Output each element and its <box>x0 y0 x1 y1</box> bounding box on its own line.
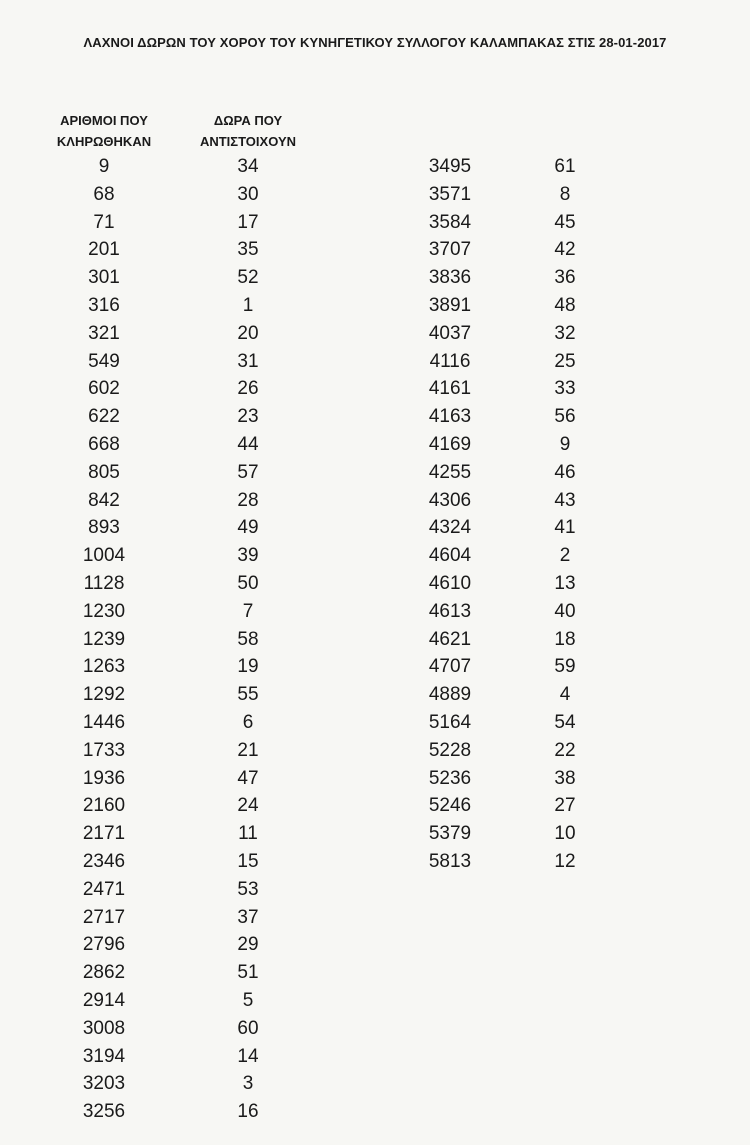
header-numbers <box>44 110 164 152</box>
gift-number: 5 <box>242 989 254 1011</box>
gift-number: 12 <box>554 850 576 872</box>
drawn-number: 5228 <box>428 739 472 761</box>
gift-number: 60 <box>237 1017 259 1039</box>
gift-number: 38 <box>554 767 576 789</box>
header-gifts <box>188 110 308 152</box>
gift-number: 48 <box>554 294 576 316</box>
drawn-number: 622 <box>88 406 120 428</box>
gift-number: 27 <box>554 795 576 817</box>
gift-number: 18 <box>554 628 576 650</box>
drawn-number: 4161 <box>428 378 472 400</box>
gift-number: 42 <box>554 239 576 261</box>
drawn-number: 1263 <box>82 656 126 678</box>
drawn-number: 842 <box>88 489 120 511</box>
gift-number: 23 <box>237 406 259 428</box>
gift-number: 44 <box>237 433 259 455</box>
drawn-number: 5236 <box>428 767 472 789</box>
drawn-number: 3008 <box>82 1017 126 1039</box>
gift-number: 20 <box>237 322 259 344</box>
drawn-number: 4037 <box>428 322 472 344</box>
drawn-number: 3707 <box>428 239 472 261</box>
gift-number: 7 <box>242 600 254 622</box>
drawn-number: 1239 <box>82 628 126 650</box>
gift-number: 57 <box>237 461 259 483</box>
gift-number: 39 <box>237 545 259 567</box>
drawn-number: 1292 <box>82 684 126 706</box>
gift-number: 21 <box>237 739 259 761</box>
drawn-number: 4116 <box>429 350 471 372</box>
drawn-number: 3194 <box>82 1045 126 1067</box>
gift-number: 22 <box>554 739 576 761</box>
drawn-number: 4610 <box>428 572 472 594</box>
header-numbers-line-2: ΚΛΗΡΩΘΗΚΑΝ <box>56 134 152 149</box>
gift-number: 55 <box>237 684 259 706</box>
gift-number: 50 <box>237 572 259 594</box>
gift-number: 49 <box>237 517 259 539</box>
drawn-number: 4169 <box>428 433 472 455</box>
gift-number: 16 <box>237 1101 259 1123</box>
gift-number: 25 <box>554 350 576 372</box>
gift-number: 51 <box>237 962 259 984</box>
gift-number: 28 <box>237 489 259 511</box>
drawn-number: 2914 <box>82 989 126 1011</box>
drawn-number: 4613 <box>428 600 472 622</box>
drawn-number: 893 <box>88 517 120 539</box>
gift-number: 15 <box>237 850 259 872</box>
drawn-number: 2471 <box>82 878 126 900</box>
drawn-number: 4707 <box>428 656 472 678</box>
drawn-number: 668 <box>88 433 120 455</box>
gift-number: 6 <box>242 711 254 733</box>
drawn-number: 321 <box>88 322 120 344</box>
drawn-number: 68 <box>93 183 115 205</box>
drawn-number: 805 <box>88 461 120 483</box>
drawn-number: 3836 <box>428 267 472 289</box>
left-gifts-column <box>188 153 308 1126</box>
gift-number: 33 <box>554 378 576 400</box>
gift-number: 41 <box>554 517 576 539</box>
header-gifts-line-2: ΑΝΤΙΣΤΟΙΧΟΥΝ <box>199 134 297 149</box>
header-numbers-line-1: ΑΡΙΘΜΟΙ ΠΟΥ <box>60 113 148 128</box>
drawn-number: 1446 <box>82 711 126 733</box>
drawn-number: 4255 <box>428 461 472 483</box>
gift-number: 2 <box>559 545 571 567</box>
gift-number: 32 <box>554 322 576 344</box>
gift-number: 30 <box>237 183 259 205</box>
drawn-number: 3584 <box>428 211 472 233</box>
gift-number: 54 <box>554 711 576 733</box>
gift-number: 52 <box>237 267 259 289</box>
drawn-number: 2796 <box>82 934 126 956</box>
gift-number: 40 <box>554 600 576 622</box>
drawn-number: 1230 <box>82 600 126 622</box>
drawn-number: 4621 <box>428 628 472 650</box>
gift-number: 26 <box>237 378 259 400</box>
drawn-number: 316 <box>88 294 120 316</box>
drawn-number: 2862 <box>82 962 126 984</box>
gift-number: 56 <box>554 406 576 428</box>
gift-number: 3 <box>242 1073 254 1095</box>
gift-number: 36 <box>554 267 576 289</box>
gift-number: 59 <box>554 656 576 678</box>
drawn-number: 201 <box>88 239 120 261</box>
gift-number: 13 <box>554 572 576 594</box>
gift-number: 1 <box>242 294 254 316</box>
drawn-number: 5164 <box>428 711 472 733</box>
drawn-number: 2717 <box>82 906 126 928</box>
drawn-number: 301 <box>88 267 120 289</box>
gift-number: 58 <box>237 628 259 650</box>
drawn-number: 9 <box>98 156 110 177</box>
gift-number: 24 <box>237 795 259 817</box>
drawn-number: 4163 <box>428 406 472 428</box>
page-title: ΛΑΧΝΟΙ ΔΩΡΩΝ ΤΟΥ ΧΟΡΟΥ ΤΟΥ ΚΥΝΗΓΕΤΙΚΟΥ ΣΥΛΛΟΓΟΥ ΚΑΛΑΜΠΑΚΑΣ ΣΤΙΣ 28-01-2017 <box>83 35 667 50</box>
gift-number: 37 <box>237 906 259 928</box>
gift-number: 29 <box>237 934 259 956</box>
drawn-number: 3891 <box>428 294 472 316</box>
gift-number: 34 <box>237 156 259 177</box>
drawn-number: 1128 <box>83 572 125 594</box>
drawn-number: 2160 <box>82 795 126 817</box>
gift-number: 19 <box>237 656 259 678</box>
gift-number: 14 <box>237 1045 259 1067</box>
gift-number: 8 <box>559 183 571 205</box>
gift-number: 47 <box>237 767 259 789</box>
drawn-number: 5246 <box>428 795 472 817</box>
gift-number: 11 <box>238 823 258 845</box>
gift-number: 17 <box>237 211 259 233</box>
drawn-number: 4306 <box>428 489 472 511</box>
drawn-number: 3571 <box>428 183 472 205</box>
drawn-number: 1936 <box>82 767 126 789</box>
gift-number: 43 <box>554 489 576 511</box>
left-numbers-column <box>44 153 164 1126</box>
gift-number: 61 <box>554 156 576 177</box>
gift-number: 53 <box>237 878 259 900</box>
drawn-number: 1733 <box>82 739 126 761</box>
gift-number: 31 <box>237 350 259 372</box>
drawn-number: 2346 <box>82 850 126 872</box>
gift-number: 46 <box>554 461 576 483</box>
gift-number: 9 <box>559 433 571 455</box>
drawn-number: 2171 <box>82 823 126 845</box>
drawn-number: 4889 <box>428 684 472 706</box>
gift-number: 35 <box>237 239 259 261</box>
drawn-number: 4324 <box>428 517 472 539</box>
drawn-number: 3203 <box>82 1073 126 1095</box>
drawn-number: 3256 <box>82 1101 126 1123</box>
drawn-number: 4604 <box>428 545 472 567</box>
drawn-number: 3495 <box>428 156 472 177</box>
drawn-number: 5379 <box>428 823 472 845</box>
drawn-number: 602 <box>88 378 120 400</box>
gift-number: 4 <box>559 684 571 706</box>
drawn-number: 549 <box>88 350 120 372</box>
right-gifts-column <box>525 153 605 876</box>
gift-number: 45 <box>554 211 576 233</box>
right-numbers-column <box>410 153 490 876</box>
drawn-number: 1004 <box>82 545 126 567</box>
header-gifts-line-1: ΔΩΡΑ ΠΟΥ <box>213 113 283 128</box>
gift-number: 10 <box>554 823 576 845</box>
drawn-number: 71 <box>93 211 115 233</box>
drawn-number: 5813 <box>428 850 472 872</box>
